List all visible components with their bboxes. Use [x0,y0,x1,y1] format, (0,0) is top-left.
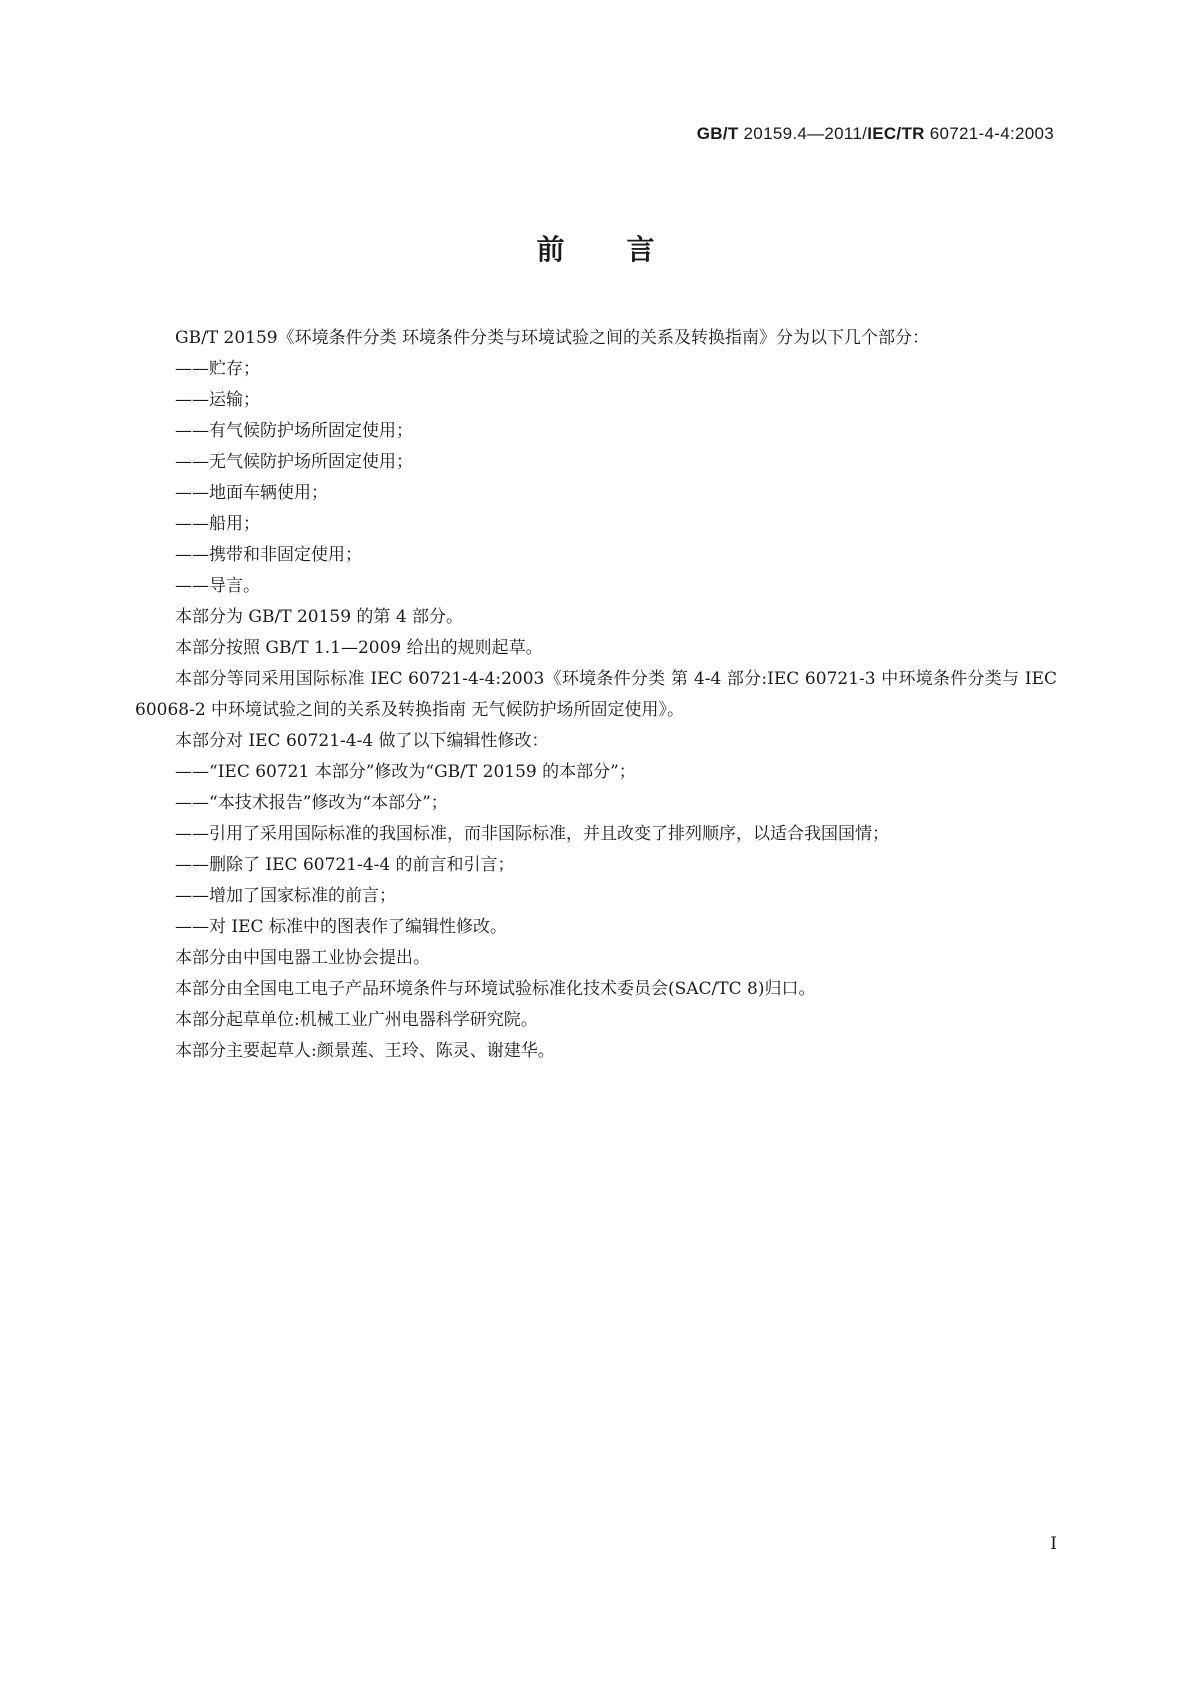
list-item: ——携带和非固定使用； [175,545,362,565]
adoption-statement: 本部分等同采用国际标准 IEC 60721-4-4:2003《环境条件分类 第 4-4 部分:IEC 60721-3 中环境条件分类与 IEC 60068-2 中环境试验之间的关系及转换指南 无气候防护场所固定使用》。 [135,669,1057,720]
list-item: ——引用了采用国际标准的我国标准，而非国际标准，并且改变了排列顺序，以适合我国国情； [175,824,889,844]
proposed-by-statement: 本部分由中国电器工业协会提出。 [175,948,430,968]
part-of-statement: 本部分为 GB/T 20159 的第 4 部分。 [175,607,464,627]
header-code-part-1: GB/T [696,124,739,143]
list-item: ——地面车辆使用； [175,483,328,503]
list-item: ——有气候防护场所固定使用； [175,421,413,441]
header-code-part-3: IEC/TR [867,124,925,143]
list-item: ——无气候防护场所固定使用； [175,452,413,472]
edits-intro-statement: 本部分对 IEC 60721-4-4 做了以下编辑性修改： [175,731,549,751]
foreword-body [135,323,1057,1067]
intro-paragraph: GB/T 20159《环境条件分类 环境条件分类与环境试验之间的关系及转换指南》分为以下几个部分： [175,328,930,348]
drafting-unit-statement: 本部分起草单位:机械工业广州电器科学研究院。 [175,1010,538,1030]
list-item: ——删除了 IEC 60721-4-4 的前言和引言； [175,855,515,875]
standard-number-header [697,124,1054,144]
list-item: ——增加了国家标准的前言； [175,886,396,906]
header-code-part-2: 20159.4—2011/ [738,124,868,143]
list-item: ——“本技术报告”修改为“本部分”； [175,793,448,813]
header-code-part-4: 60721-4-4:2003 [924,124,1054,143]
centralized-by-statement: 本部分由全国电工电子产品环境条件与环境试验标准化技术委员会(SAC/TC 8)归口。 [175,979,816,999]
edits-list [135,757,1057,943]
drafting-rule-statement: 本部分按照 GB/T 1.1—2009 给出的规则起草。 [175,638,543,658]
list-item: ——“IEC 60721 本部分”修改为“GB/T 20159 的本部分”； [175,762,636,782]
page-number: I [1050,1534,1057,1554]
list-item: ——对 IEC 标准中的图表作了编辑性修改。 [175,917,507,937]
list-item: ——导言。 [175,576,260,596]
list-item: ——船用； [175,514,260,534]
list-item: ——运输； [175,390,260,410]
parts-list [135,354,1057,602]
list-item: ——贮存； [175,359,260,379]
drafters-statement: 本部分主要起草人:颜景莲、王玲、陈灵、谢建华。 [175,1041,555,1061]
page-title: 前言 [536,233,717,266]
